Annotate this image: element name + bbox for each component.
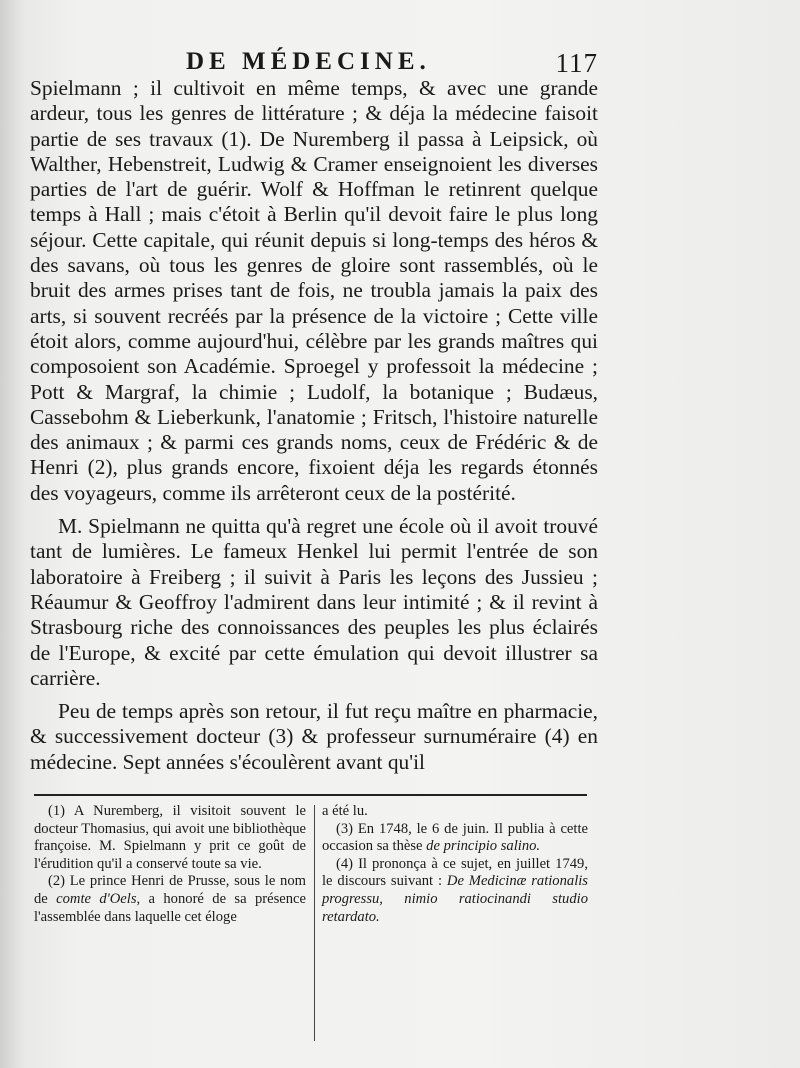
footnotes: [34, 803, 590, 1043]
footnote-1: (1) A Nuremberg, il visitoit souvent le docteur Thomasius, qui avoit une bibliothèque françoise. M. Spielmann y prit ce goût de l'érudition qu'il a conservé toute sa vie.: [34, 803, 306, 872]
footnote-2-italic: comte d'Oels: [56, 890, 137, 907]
body-text: [30, 76, 598, 783]
paragraph-2: M. Spielmann ne quitta qu'à regret une école où il avoit trouvé tant de lumières. Le fameux Henkel lui permit l'entrée de son laboratoire à Freiberg ; il suivit à Paris les leçons des Jussieu ; Réaumur & Geoffroy l'admirent dans leur intimité ; & il revint à Strasbourg riche des connoissances des peuples les plus éclairés de l'Europe, & excité par cette émulation qui devoit illustrer sa carrière.: [30, 514, 598, 690]
running-head: DE MÉDECINE.: [186, 48, 431, 75]
paragraph-1: Spielmann ; il cultivoit en même temps, & avec une grande ardeur, tous les genres de littérature ; & déja la médecine faisoit partie de ses travaux (1). De Nuremberg il passa à Leipsick, où Walther, Hebenstreit, Ludwig & Cramer enseignoient les diverses parties de l'art de guérir. Wolf & Hoffman le retinrent quelque temps à Hall ; mais c'étoit à Berlin qu'il devoit faire le plus long séjour. Cette capitale, qui réunit depuis si long-temps des héros & des savans, où tous les genres de gloire sont rassemblés, où le bruit des armes prises tant de fois, ne troubla jamais la paix des arts, si souvent recréés par la présence de la victoire ; Cette ville étoit alors, comme aujourd'hui, célèbre par les grands maîtres qui composoient son Académie. Sproegel y professoit la médecine ; Pott & Margraf, la chimie ; Ludolf, la botanique ; Budæus, Cassebohm & Lieberkunk, l'anatomie ; Fritsch, l'histoire naturelle des animaux ; & parmi ces grands noms, ceux de Frédéric & de Henri (2), plus grands encore, fixoient déja les regards étonnés des voyageurs, comme ils arrêteront ceux de la postérité.: [30, 76, 598, 505]
footnote-3-text: (3) En 1748, le 6 de juin. Il publia à cette occasion sa thèse: [322, 820, 588, 855]
footnote-2-text-end: , a honoré de sa présence l'assemblée dans laquelle cet éloge: [34, 890, 306, 925]
footnote-4-italic: De Medicinæ rationalis progressu, nimio ratiocinandi studio retardato.: [322, 873, 588, 925]
footnote-2-continued: a été lu.: [322, 803, 368, 819]
footnote-column-left: [34, 803, 314, 926]
footnote-2: [34, 873, 306, 926]
footnote-column-divider: [314, 805, 315, 1041]
footnote-column-right: [322, 803, 588, 926]
footnote-4: [322, 856, 588, 926]
footnote-rule: [34, 794, 587, 796]
footnote-3-italic: de principio salino.: [426, 838, 541, 855]
page-number: 117: [555, 48, 598, 78]
footnote-3: [322, 821, 588, 856]
paragraph-3: Peu de temps après son retour, il fut reçu maître en pharmacie, & successivement docteur (3) & professeur surnuméraire (4) en médecine. Sept années s'écoulèrent avant qu'il: [30, 699, 598, 774]
footnote-4-text: (4) Il prononça à ce sujet, en juillet 1749, le discours suivant :: [322, 855, 588, 890]
footnote-2-text: (2) Le prince Henri de Prusse, sous le nom de: [34, 873, 306, 907]
